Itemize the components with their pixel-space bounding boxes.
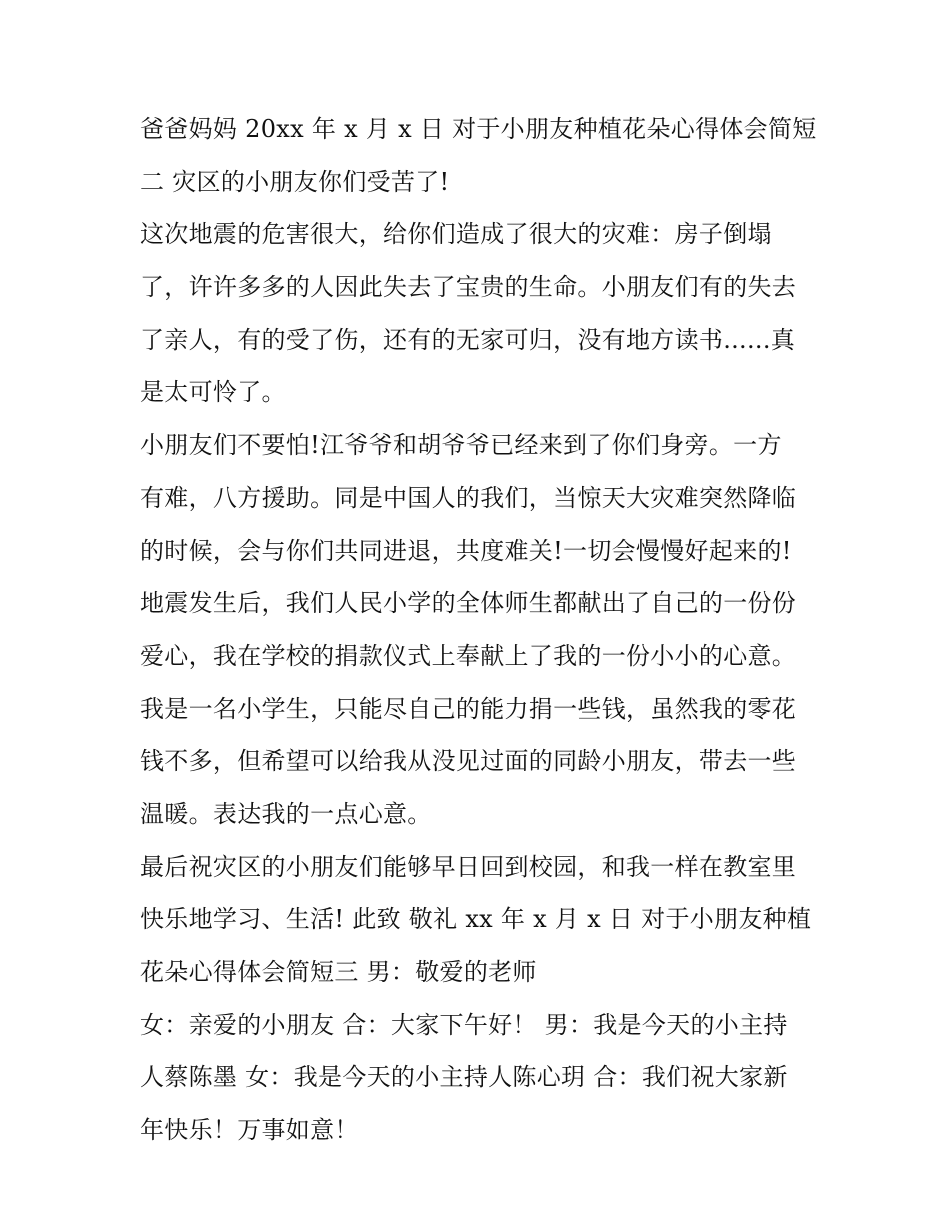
text-line: 年快乐！万事如意！ (140, 1116, 359, 1145)
text-line: 花朵心得体会简短三 男：敬爱的老师 (140, 958, 537, 986)
text-line: 这次地震的危害很大，给你们造成了很大的灾难：房子倒塌 (140, 220, 772, 249)
text-line: 小朋友们不要怕!江爷爷和胡爷爷已经来到了你们身旁。一方 (140, 431, 782, 460)
text-line: 是太可怜了。 (140, 378, 286, 407)
text-line: 爸爸妈妈 20xx 年 x 月 x 日 对于小朋友种植花朵心得体会简短 (140, 115, 817, 143)
text-line: 了亲人，有的受了伤，还有的无家可归，没有地方读书......真 (140, 325, 796, 354)
text-line: 地震发生后，我们人民小学的全体师生都献出了自己的一份份 (140, 589, 797, 618)
text-line: 二 灾区的小朋友你们受苦了! (140, 167, 450, 196)
text-line: 女：亲爱的小朋友 合：大家下午好！ 男：我是今天的小主持 (140, 1010, 788, 1039)
text-line: 我是一名小学生，只能尽自己的能力捐一些钱，虽然我的零花 (140, 694, 797, 723)
text-line: 有难，八方援助。同是中国人的我们，当惊天大灾难突然降临 (140, 483, 797, 512)
text-line: 人蔡陈墨 女：我是今天的小主持人陈心玥 合：我们祝大家新 (140, 1063, 788, 1092)
text-line: 的时候，会与你们共同进退，共度难关!一切会慢慢好起来的! (140, 536, 792, 565)
text-line: 温暖。表达我的一点心意。 (140, 799, 432, 828)
text-line: 钱不多，但希望可以给我从没见过面的同龄小朋友，带去一些 (140, 747, 797, 776)
document-body (140, 103, 830, 1157)
text-line: 爱心，我在学校的捐款仪式上奉献上了我的一份小小的心意。 (140, 641, 797, 670)
text-line: 快乐地学习、生活! 此致 敬礼 xx 年 x 月 x 日 对于小朋友种植 (140, 905, 812, 934)
text-line: 最后祝灾区的小朋友们能够早日回到校园，和我一样在教室里 (140, 852, 797, 881)
text-line: 了，许许多多的人因此失去了宝贵的生命。小朋友们有的失去 (140, 273, 797, 302)
